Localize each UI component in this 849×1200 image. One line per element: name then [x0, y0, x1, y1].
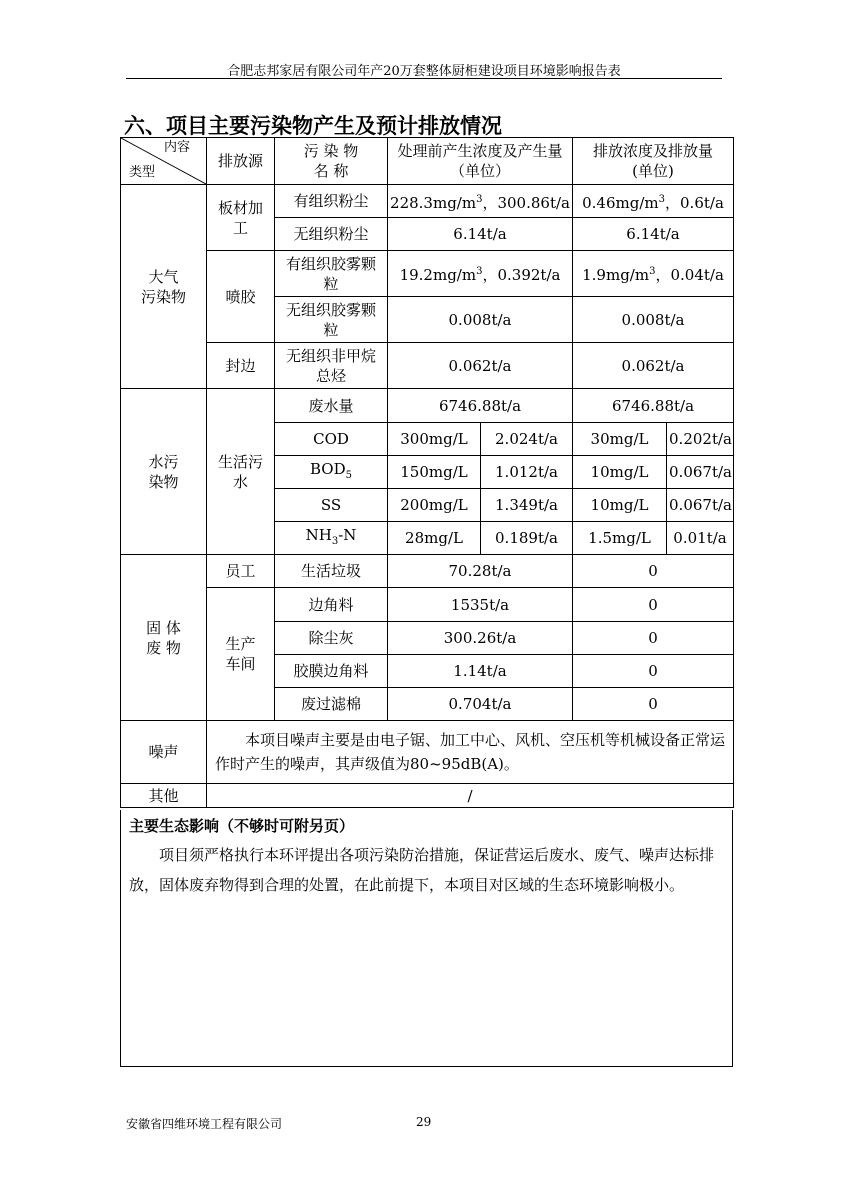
before-conc: 150mg/L [388, 456, 481, 489]
eco-impact-title: 主要生态影响（不够时可附另页） [129, 817, 355, 835]
before-value: 70.28t/a [388, 555, 573, 588]
before-amount: 2.024t/a [481, 423, 573, 456]
unit-superscript: 3 [476, 266, 483, 277]
before-value: 0.704t/a [388, 688, 573, 721]
before-value [388, 251, 573, 297]
unit-superscript: 3 [476, 193, 483, 205]
solid-line1: 固 体 [146, 618, 181, 637]
source-spray: 喷胶 [207, 251, 275, 343]
category-air [121, 185, 207, 389]
before-amount: ，0.392t/a [482, 266, 561, 284]
pollutant-name: COD [275, 423, 388, 456]
header-after [573, 138, 734, 185]
header-pollutant-line2: 名 称 [313, 162, 349, 180]
pollutant-name: 除尘灰 [275, 622, 388, 655]
after-value: 0.062t/a [573, 343, 734, 389]
source-domestic-sewage: 生活污水 [207, 389, 275, 555]
after-value: 0 [573, 688, 734, 721]
before-value: 300.26t/a [388, 622, 573, 655]
pollutant-name: 胶膜边角料 [275, 655, 388, 688]
header-after-line2: (单位) [632, 162, 674, 180]
header-pollutant-line1: 污 染 物 [303, 142, 359, 160]
before-conc: 19.2mg/m [399, 266, 477, 284]
header-type-label: 类型 [129, 165, 156, 180]
unit-superscript: 3 [649, 266, 656, 277]
after-conc: 10mg/L [573, 456, 667, 489]
water-line1: 水污 [148, 452, 179, 471]
pollutant-name: 无组织非甲烷总烃 [275, 343, 388, 389]
source-edge: 封边 [207, 343, 275, 389]
pollutant-name-text: NH [305, 525, 332, 544]
header-content-label: 内容 [163, 140, 190, 155]
header-after-line1: 排放浓度及排放量 [593, 142, 714, 160]
workshop-line2: 车间 [225, 655, 256, 673]
after-conc: 30mg/L [573, 423, 667, 456]
pollutant-name: 边角料 [275, 588, 388, 622]
noise-text: 本项目噪声主要是由电子锯、加工中心、风机、空压机等机械设备正常运作时产生的噪声，其声级值为80~95dB(A)。 [215, 731, 726, 773]
workshop-line1: 生产 [225, 635, 256, 653]
before-conc: 228.3mg/m [390, 193, 477, 212]
before-conc: 300mg/L [388, 423, 481, 456]
after-amount: ，0.6t/a [665, 193, 724, 212]
after-amount: 0.202t/a [667, 423, 734, 456]
before-amount: 1.349t/a [481, 489, 573, 522]
after-conc: 10mg/L [573, 489, 667, 522]
before-value: 1.14t/a [388, 655, 573, 688]
after-value: 0 [573, 555, 734, 588]
before-amount: 1.012t/a [481, 456, 573, 489]
category-solid [121, 555, 207, 721]
source-workshop [207, 588, 275, 721]
before-value: 0.062t/a [388, 343, 573, 389]
header-source: 排放源 [207, 138, 275, 185]
after-amount: 0.01t/a [667, 522, 734, 555]
other-value: / [207, 784, 734, 808]
after-conc: 1.5mg/L [573, 522, 667, 555]
water-line2: 染物 [148, 472, 179, 491]
after-value: 0.008t/a [573, 297, 734, 343]
after-value: 0 [573, 588, 734, 622]
pollutant-name [275, 522, 388, 555]
after-value: 6.14t/a [573, 218, 734, 251]
page-number: 29 [416, 1115, 432, 1129]
after-amount: 0.067t/a [667, 489, 734, 522]
header-diagonal-cell [121, 138, 207, 185]
before-value: 0.008t/a [388, 297, 573, 343]
pollutant-subscript: 5 [345, 469, 352, 481]
unit-superscript: 3 [658, 193, 666, 205]
source-board: 板材加工 [207, 185, 275, 251]
pollutant-subscript: 3 [331, 535, 339, 547]
after-value: 6746.88t/a [573, 389, 734, 423]
after-value [573, 185, 734, 218]
air-line2: 污染物 [140, 287, 186, 306]
category-noise: 噪声 [121, 721, 207, 784]
before-conc: 28mg/L [388, 522, 481, 555]
after-value: 0 [573, 655, 734, 688]
pollutant-name-text: BOD [310, 459, 346, 478]
before-amount: 0.189t/a [481, 522, 573, 555]
pollutant-name: 废水量 [275, 389, 388, 423]
pollutant-name: 无组织粉尘 [275, 218, 388, 251]
pollutant-name: 有组织胶雾颗粒 [275, 251, 388, 297]
after-amount: 0.067t/a [667, 456, 734, 489]
header-pollutant [275, 138, 388, 185]
noise-description [207, 721, 734, 784]
after-conc: 0.46mg/m [582, 193, 659, 212]
before-conc: 200mg/L [388, 489, 481, 522]
before-value: 1535t/a [388, 588, 573, 622]
category-water [121, 389, 207, 555]
before-value: 6.14t/a [388, 218, 573, 251]
eco-impact-box [120, 810, 733, 1067]
header-divider [126, 78, 722, 79]
footer-company: 安徽省四维环境工程有限公司 [126, 1117, 283, 1131]
after-value: 0 [573, 622, 734, 655]
eco-impact-body: 项目须严格执行本环评提出各项污染防治措施，保证营运后废水、废气、噪声达标排放，固体废弃物得到合理的处置，在此前提下，本项目对区域的生态环境影响极小。 [129, 846, 715, 894]
pollutant-name: 无组织胶雾颗粒 [275, 297, 388, 343]
pollutant-name: 废过滤棉 [275, 688, 388, 721]
pollutant-name: 生活垃圾 [275, 555, 388, 588]
header-before: 处理前产生浓度及产生量（单位） [388, 138, 573, 185]
before-amount: ，300.86t/a [482, 193, 570, 212]
pollutant-name: 有组织粉尘 [275, 185, 388, 218]
pollutant-name [275, 456, 388, 489]
after-conc: 1.9mg/m [582, 266, 650, 284]
before-value [388, 185, 573, 218]
pollutant-name-suffix: -N [338, 525, 357, 544]
before-value: 6746.88t/a [388, 389, 573, 423]
solid-line2: 废 物 [146, 638, 181, 657]
pollutant-name: SS [275, 489, 388, 522]
air-line1: 大气 [148, 267, 179, 286]
category-other: 其他 [121, 784, 207, 808]
after-amount: ，0.04t/a [655, 266, 724, 284]
after-value [573, 251, 734, 297]
pollutant-table [120, 137, 734, 808]
source-staff: 员工 [207, 555, 275, 588]
document-header: 合肥志邦家居有限公司年产20万套整体厨柜建设项目环境影响报告表 [227, 64, 621, 79]
section-title: 六、项目主要污染物产生及预计排放情况 [124, 114, 502, 138]
